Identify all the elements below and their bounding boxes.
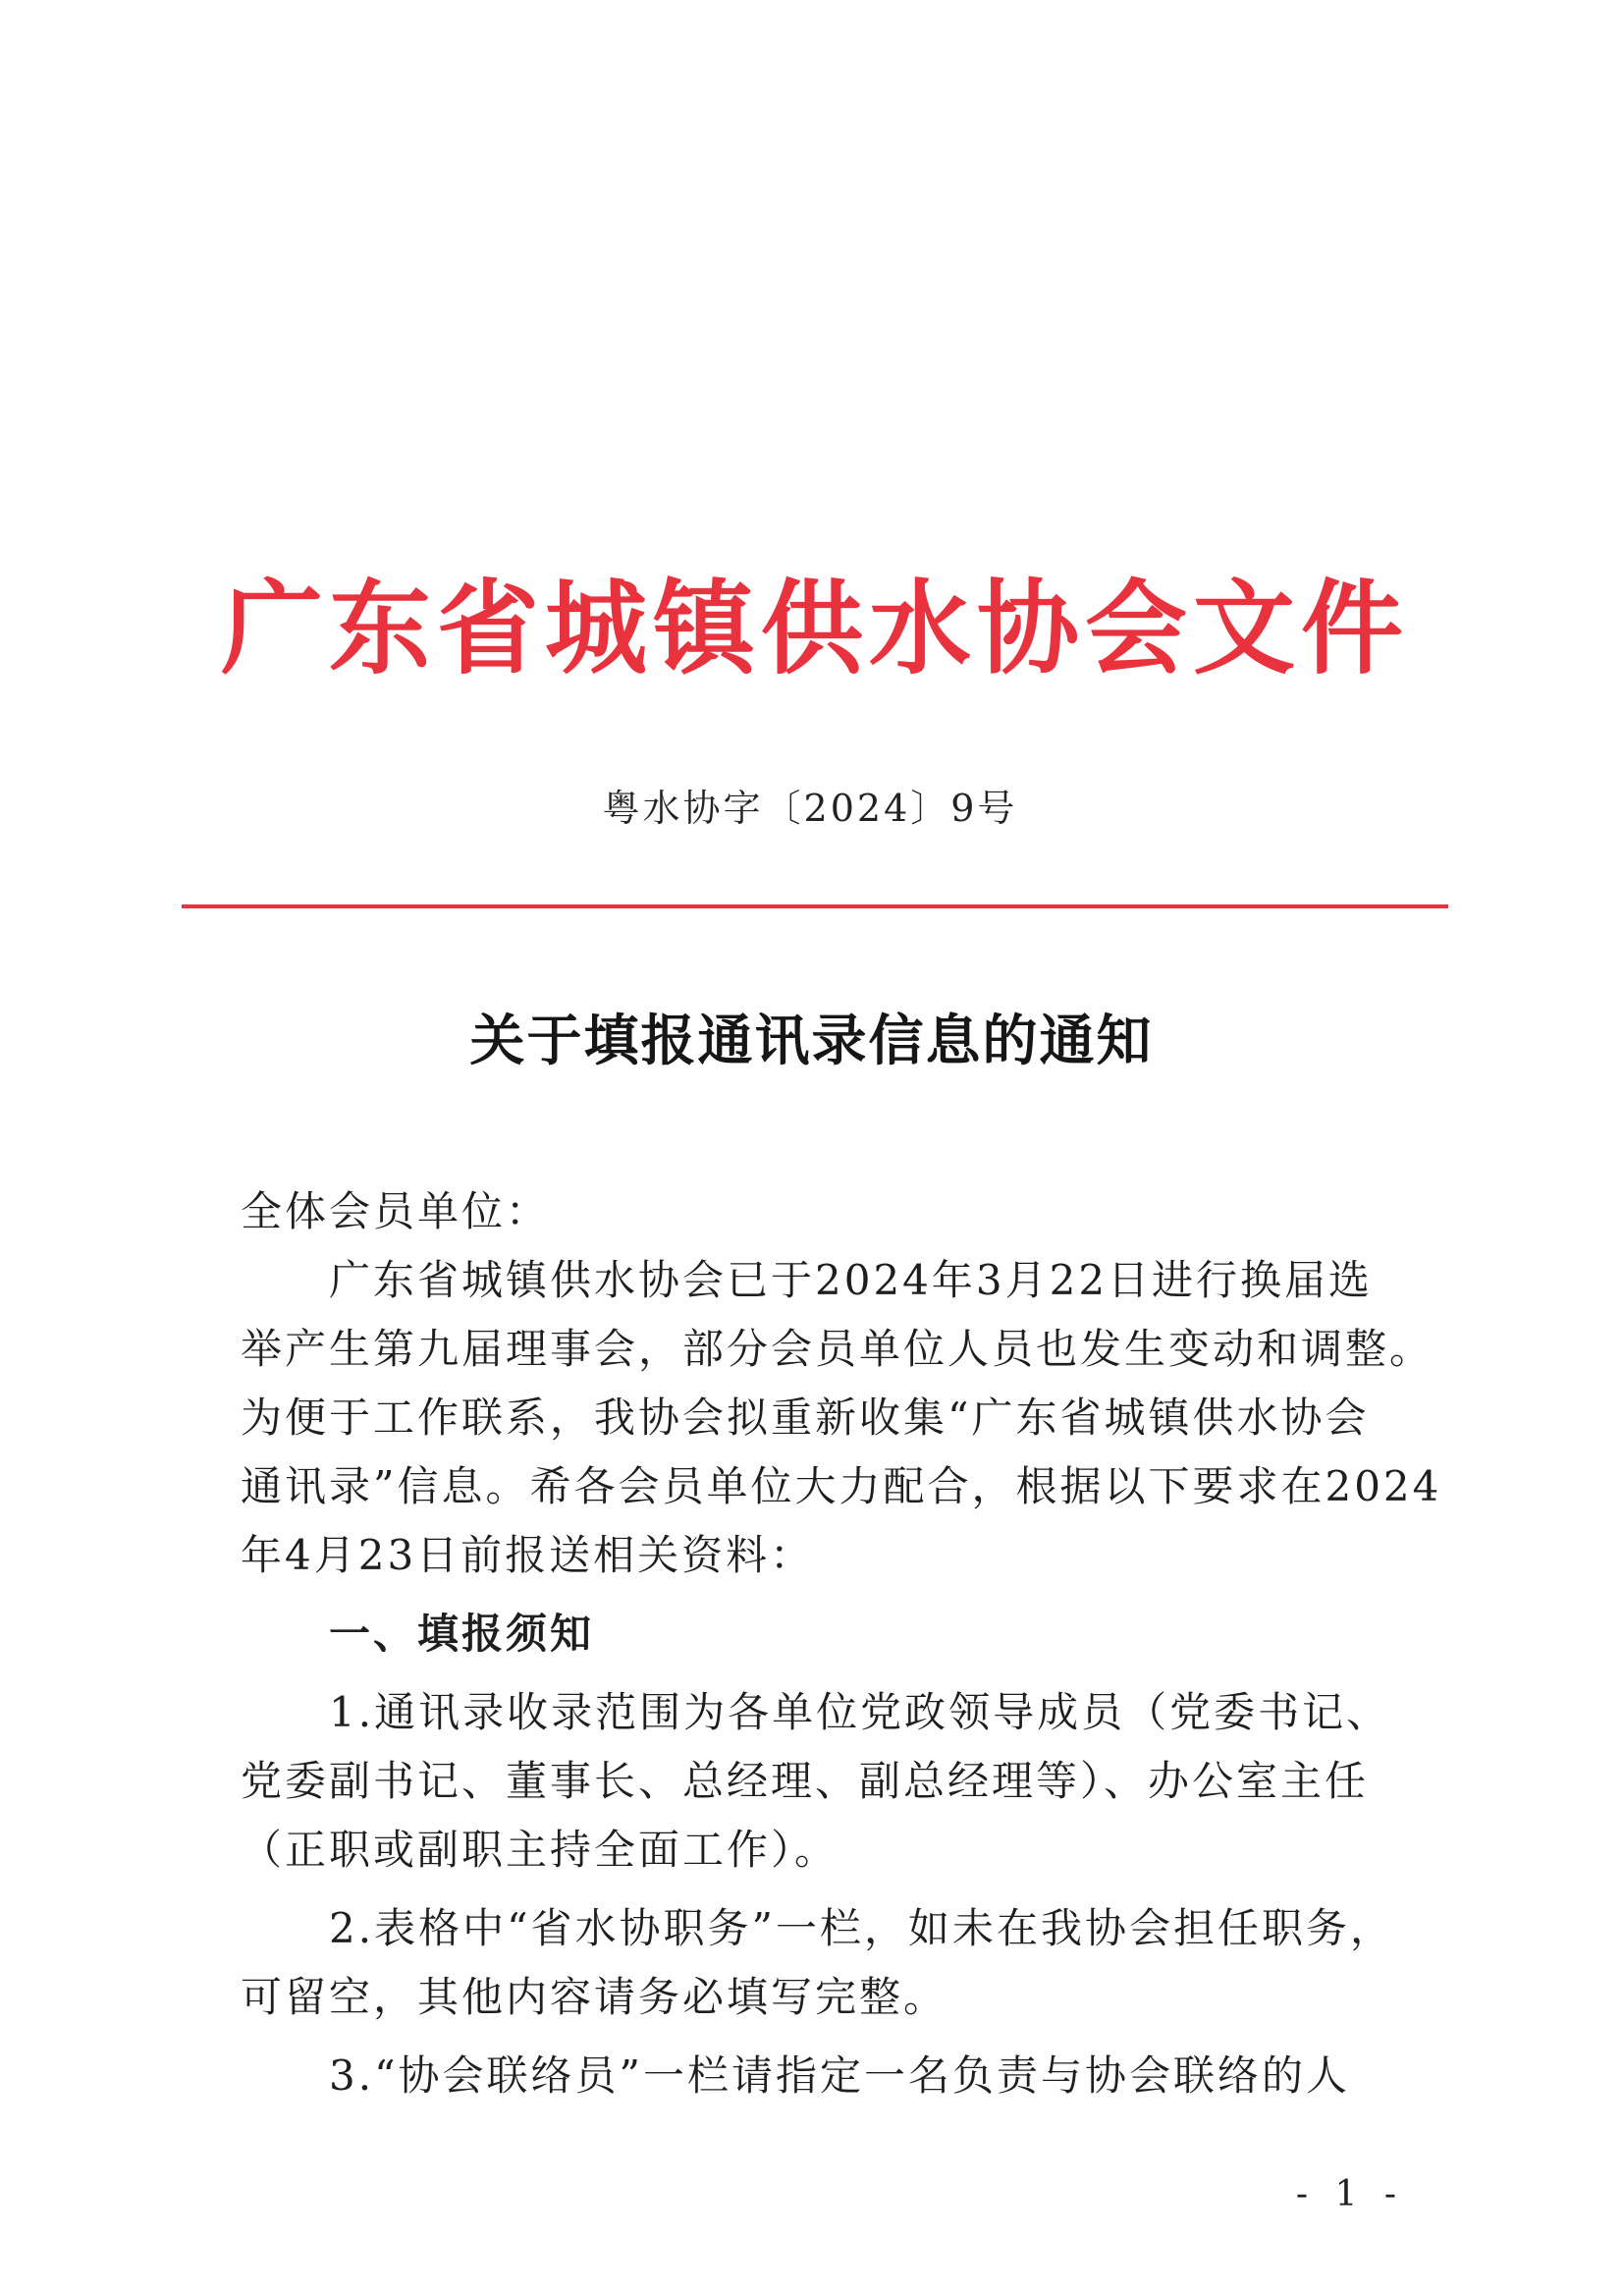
org-masthead-title: 广东省城镇供水协会文件 — [220, 568, 1409, 688]
body-line: 为便于工作联系，我协会拟重新收集“广东省城镇供水协会 — [241, 1394, 1370, 1442]
body-line: 1.通讯录收录范围为各单位党政领导成员（党委书记、 — [241, 1688, 1391, 1736]
red-divider-line — [182, 904, 1448, 908]
body-line: 党委副书记、董事长、总经理、副总经理等）、办公室主任 — [241, 1757, 1370, 1805]
document-number: 粤水协字〔2024〕9号 — [602, 787, 1018, 830]
notice-title: 关于填报通讯录信息的通知 — [469, 1009, 1154, 1073]
body-line: 可留空，其他内容请务必填写完整。 — [241, 1973, 948, 2021]
body-line: 年4月23日前报送相关资料： — [241, 1531, 815, 1579]
body-line: 3.“协会联络员”一栏请指定一名负责与协会联络的人 — [241, 2051, 1351, 2100]
body-line: 2.表格中“省水协职务”一栏，如未在我协会担任职务， — [241, 1904, 1395, 1952]
salutation: 全体会员单位： — [241, 1187, 551, 1235]
page-number: - 1 - — [1295, 2174, 1404, 2214]
body-line: 广东省城镇供水协会已于2024年3月22日进行换届选 — [241, 1256, 1374, 1304]
body-line: 举产生第九届理事会，部分会员单位人员也发生变动和调整。 — [241, 1325, 1434, 1373]
section-heading: 一、填报须知 — [241, 1610, 595, 1658]
body-line: 通讯录”信息。希各会员单位大力配合，根据以下要求在2024 — [241, 1462, 1442, 1510]
body-line: （正职或副职主持全面工作）。 — [241, 1826, 839, 1874]
